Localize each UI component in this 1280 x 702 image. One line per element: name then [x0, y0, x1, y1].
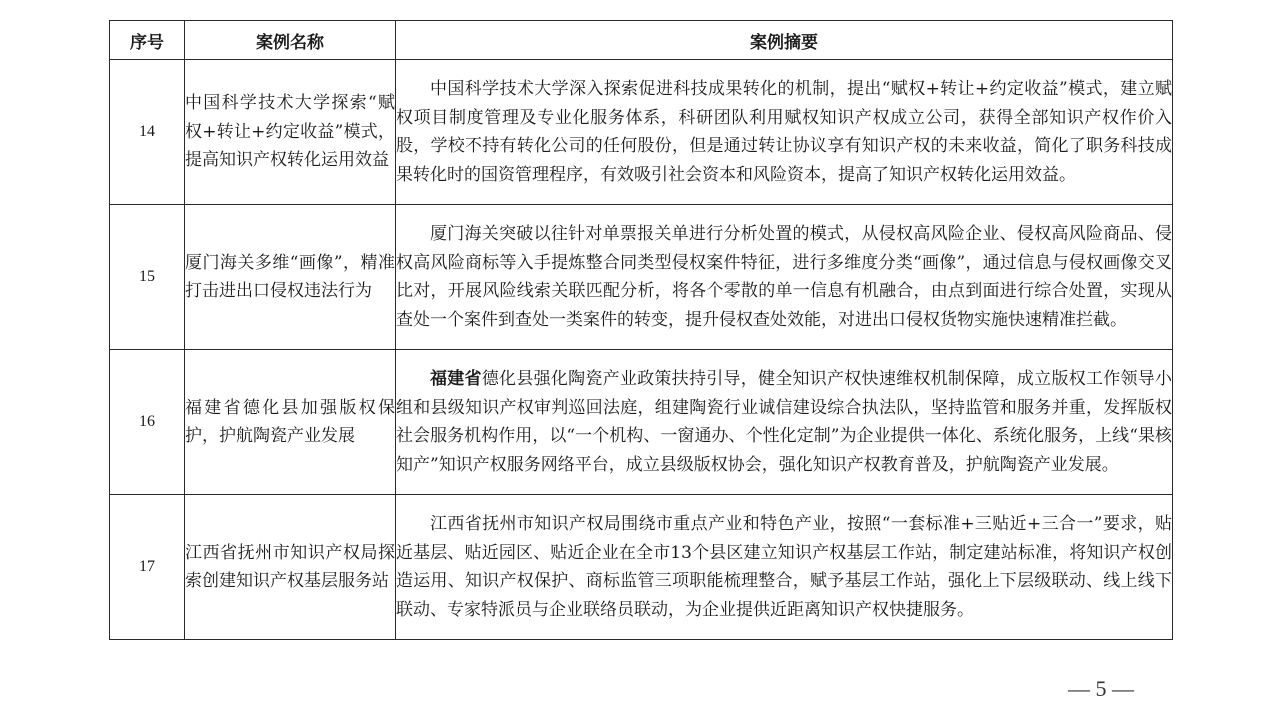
row-number: 16: [110, 350, 185, 495]
case-name: 江西省抚州市知识产权局探索创建知识产权基层服务站: [185, 495, 396, 640]
summary-text: 中国科学技术大学深入探索促进科技成果转化的机制，提出“赋权+转让+约定收益”模式，建立赋权项目制度管理及专业化服务体系，科研团队利用赋权知识产权成立公司，获得全部知识产权作价入股，学校不持有转化公司的任何股份，但是通过转让协议享有知识产权的未来收益，简化了职务科技成果转化时的国资管理程序，有效吸引社会资本和风险资本，提高了知识产权转化运用效益。: [396, 79, 1172, 185]
row-number: 17: [110, 495, 185, 640]
table-row: [110, 495, 1173, 640]
table-header-row: [110, 21, 1173, 60]
page-number: — 5 —: [1068, 676, 1134, 701]
header-case-summary: 案例摘要: [396, 21, 1173, 60]
header-no: 序号: [110, 21, 185, 60]
header-case-name: 案例名称: [185, 21, 396, 60]
row-number: 15: [110, 205, 185, 350]
case-summary: [396, 495, 1173, 640]
table-row: [110, 60, 1173, 205]
summary-text: 厦门海关突破以往针对单票报关单进行分析处置的模式，从侵权高风险企业、侵权高风险商品、侵权高风险商标等入手提炼整合同类型侵权案件特征，进行多维度分类“画像”，通过信息与侵权画像交叉比对，开展风险线索关联匹配分析，将各个零散的单一信息有机融合，由点到面进行综合处置，实现从查处一个案件到查处一类案件的转变，提升侵权查处效能，对进出口侵权货物实施快速精准拦截。: [396, 224, 1172, 330]
case-summary: [396, 60, 1173, 205]
case-name: 福建省德化县加强版权保护，护航陶瓷产业发展: [185, 350, 396, 495]
summary-lead: 福建省: [430, 369, 482, 389]
case-table: [109, 20, 1173, 640]
case-summary: [396, 205, 1173, 350]
summary-text: 德化县强化陶瓷产业政策扶持引导，健全知识产权快速维权机制保障，成立版权工作领导小组和县级知识产权审判巡回法庭，组建陶瓷行业诚信建设综合执法队，坚持监管和服务并重，发挥版权社会服务机构作用，以“一个机构、一窗通办、个性化定制”为企业提供一体化、系统化服务，上线“果核知产”知识产权服务网络平台，成立县级版权协会，强化知识产权教育普及，护航陶瓷产业发展。: [396, 369, 1173, 475]
case-summary: [396, 350, 1173, 495]
case-name: 厦门海关多维“画像”，精准打击进出口侵权违法行为: [185, 205, 396, 350]
table-row: [110, 205, 1173, 350]
table-row: [110, 350, 1173, 495]
row-number: 14: [110, 60, 185, 205]
summary-text: 江西省抚州市知识产权局围绕市重点产业和特色产业，按照“一套标准+三贴近+三合一”要求，贴近基层、贴近园区、贴近企业在全市13个县区建立知识产权基层工作站，制定建站标准，将知识产权创造运用、知识产权保护、商标监管三项职能梳理整合，赋予基层工作站，强化上下层级联动、线上线下联动、专家特派员与企业联络员联动，为企业提供近距离知识产权快捷服务。: [396, 514, 1172, 620]
case-name: 中国科学技术大学探索“赋权+转让+约定收益”模式，提高知识产权转化运用效益: [185, 60, 396, 205]
